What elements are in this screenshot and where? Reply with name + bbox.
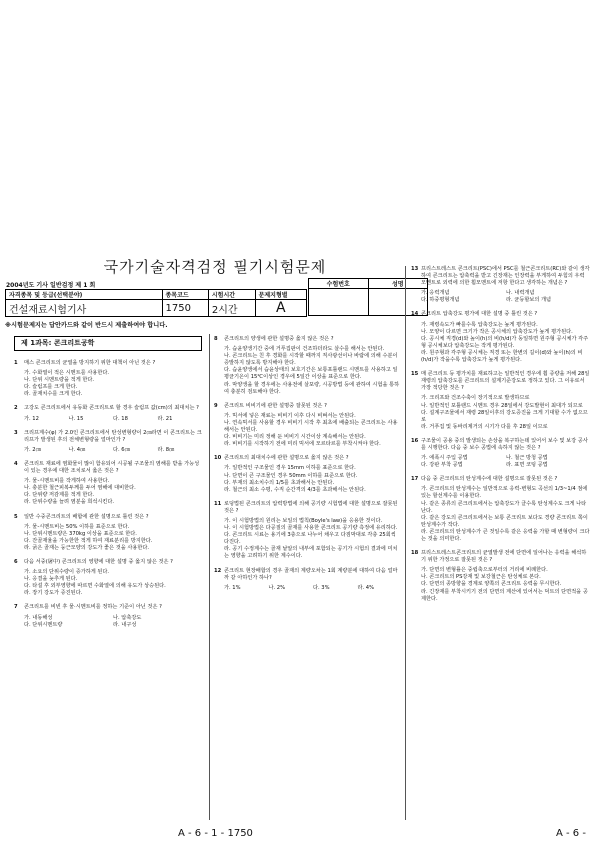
question-number: 1 — [14, 360, 18, 366]
answer-choice: 다. 타설 후 외부영향에 따르면 수화열에 의해 유도가 상승된다. — [24, 583, 166, 590]
answer-choices — [411, 486, 591, 543]
answer-choice: 나. 단위 시멘트량을 적게 한다. — [24, 377, 95, 384]
answer-choice: 가. 내동해성 — [24, 614, 53, 621]
question-stem: 콘크리트의 최대치수에 관한 설명으로 옳지 않은 것은 ? — [224, 455, 349, 462]
question-text — [214, 455, 402, 462]
answer-choice: 가. 물-시멘트비를 작게하여 사용한다. — [24, 478, 110, 485]
exam-number-field[interactable] — [309, 289, 369, 316]
question-text — [14, 360, 202, 367]
question-text — [14, 461, 202, 475]
code-value: 1750 — [162, 300, 208, 317]
exam-session: 2004년도 기사 일반검정 제 1 회 — [6, 282, 96, 289]
answer-choices — [214, 465, 402, 493]
question-column-2 — [214, 336, 402, 599]
answer-choice: 다. 콘크리트 시료는 용기에 3층으로 나누어 채우고 다짐막대로 각층 25회씩 다진다. — [224, 532, 396, 546]
question-number: 12 — [214, 567, 222, 574]
answer-choice: 라. 공기 수정계수는 골재 낱알의 내부에 포함되는 공기가 시험의 결과에 미치는 영향을 고려하기 위한 계수이다. — [224, 546, 398, 560]
answer-choice: 가. 1% — [224, 584, 241, 591]
column-divider — [405, 266, 406, 820]
question-number: 17 — [411, 476, 419, 483]
answer-choice: 나. 단위시멘트량은 370kg 이상을 표준으로 한다. — [24, 530, 137, 537]
answer-choice: 다. 설계구조물에서 재령 28일이후의 강도증진을 크게 기대할 수가 없으므로 — [421, 409, 588, 423]
question-number: 8 — [214, 336, 218, 342]
question-text — [214, 568, 402, 582]
answer-choice: 가. 단면의 변형률은 중립축으로부터의 거리에 비례한다. — [421, 567, 548, 574]
submission-notice: ※시험문제지는 답안카드와 같이 반드시 제출하여야 합니다. — [5, 322, 168, 329]
question-number: 16 — [411, 437, 419, 444]
question-6 — [14, 559, 202, 597]
field-label: 자격종목 및 등급(선택분야) — [6, 290, 163, 300]
question-number: 5 — [14, 513, 18, 520]
question-stem: 고강도 콘크리트에서 유동화 콘크리트로 할 경우 슬럼프 값(cm)의 최대치는 ? — [24, 405, 199, 412]
answer-choice: 라. 막양생을 할 경우에는 사용전에 살포량, 시공방법 등에 관하여 시험을 통하여 충분히 검토해야 한다. — [224, 381, 400, 395]
answer-choice: 다. 슬럼프를 크게 한다. — [24, 384, 78, 391]
answer-choice: 라. 콘크리트의 탄성계수가 큰 것일수록 같은 응력을 가할 때 변형량이 크다는 것을 의미한다. — [421, 528, 590, 542]
question-stem: 일반 수중콘크리트의 배합에 관한 설명으로 틀린 것은 ? — [24, 513, 149, 520]
page-title: 국가기술자격검정 필기시험문제 — [103, 258, 327, 276]
question-stem: 구조물이 공용 중의 발생되는 손상을 복구하는데 있어서 보수 및 보강 공사를 시행한다. 다음 중 보수 공법에 속하지 않는 것은 ? — [421, 437, 588, 451]
answer-choices — [14, 416, 202, 423]
question-number: 14 — [411, 311, 419, 318]
question-17 — [411, 476, 591, 543]
answer-choice: 라. 굵은 골재는 둥근모양의 강도가 좋은 것을 사용한다. — [24, 544, 150, 551]
exam-number-label: 수험번호 — [309, 279, 369, 289]
answer-choice: 가. 크리프와 건조수축이 장기적으로 발생하므로 — [421, 395, 530, 402]
question-stem: 크리프계수(φ) 가 2.0인 콘크리트에서 탄성변형량이 2㎝라면 이 콘크리트는 크리프가 발생된 후의 전체변형량을 얼마인가 ? — [24, 429, 202, 443]
question-number: 3 — [14, 429, 18, 436]
question-9 — [214, 403, 402, 449]
answer-choice: 나. 모양이 다르면 크기가 작은 공시체의 압축강도가 높게 평가된다. — [421, 328, 573, 335]
question-number: 13 — [411, 266, 419, 272]
answer-choices — [14, 478, 202, 506]
question-stem: 콘크리트 압축강도 평가에 대한 설명 중 틀린 것은 ? — [421, 311, 538, 318]
answer-choice: 가. 응력개념 — [421, 290, 450, 297]
question-text — [411, 438, 591, 452]
question-number: 7 — [14, 604, 18, 611]
answer-choice: 다. 18 — [113, 415, 128, 422]
question-2 — [14, 405, 202, 422]
question-number: 2 — [14, 405, 18, 412]
answer-choice: 나. 이 시험방법은 다공질의 골재를 사용한 콘크리트 공기량 측정에 유리하다. — [224, 525, 398, 532]
answer-choices — [411, 567, 591, 602]
answer-choice: 가. 믹서에 넣은 재료는 비비기 이후 다시 비벼서는 안된다. — [224, 412, 356, 419]
question-stem: 콘크리트 현장배합의 경우 골재의 계량오차는 1회 계량분에 대하여 다음 얼마까 같 아하인가 하나? — [224, 567, 398, 581]
answer-choice: 가. 이 시험방법의 원리는 보일의 법칙(Boyle's law)을 응용한 것이다. — [224, 517, 383, 524]
question-4 — [14, 461, 202, 507]
answer-choice: 다. 단위시멘트량 — [24, 621, 63, 628]
answer-choices — [214, 346, 402, 396]
answer-choice: 다. 3% — [313, 584, 330, 591]
question-number: 9 — [214, 402, 218, 409]
question-text — [411, 311, 591, 318]
answer-choice: 가. 2㎝ — [24, 446, 41, 453]
question-16 — [411, 438, 591, 469]
answer-choices — [14, 524, 202, 552]
answer-choices — [14, 615, 202, 629]
form-type-value: A — [255, 300, 306, 317]
answer-choice: 나. 철근 방청 공법 — [506, 455, 548, 462]
answer-choice: 나. 연속믹서를 사용할 경우 비비기 시작 후 최초에 배출되는 콘크리트는 사용해서는 안된다. — [224, 419, 398, 434]
answer-choice: 라. 단위수량을 늘려 염분을 희석시킨다. — [24, 499, 115, 506]
time-value: 2시간 — [208, 300, 255, 317]
answer-choice: 라. 균등할보의 개념 — [506, 297, 552, 304]
question-stem: 콘크리트 비비기에 관한 설명중 잘못된 것은 ? — [224, 402, 327, 409]
answer-choice: 나. 4㎝ — [68, 446, 86, 453]
question-8 — [214, 336, 402, 396]
question-stem: 다음 서중(屠中) 콘크리트의 영향에 대한 설명 중 옳지 않은 것은 ? — [24, 558, 173, 565]
answer-choice: 라. 8㎝ — [157, 446, 175, 453]
answer-choices — [411, 290, 591, 304]
answer-choice: 라. 비비기를 시작하기 전에 미리 믹서에 모르타르를 부착시켜야 한다. — [224, 441, 381, 448]
answer-choice: 나. 내력개념 — [506, 290, 535, 297]
question-column-3 — [411, 266, 591, 610]
question-14 — [411, 311, 591, 364]
question-5 — [14, 514, 202, 552]
answer-choice: 라. 거푸집 및 동바리제거의 시기가 다를 후 28일 이므로 — [421, 423, 548, 430]
answer-choice: 라. 철근의 최소 수평, 수직 순간격의 4/3를 초과해서는 안된다. — [224, 486, 366, 493]
question-text — [411, 476, 591, 483]
answer-choice: 다. 하중평형개념 — [421, 297, 460, 304]
question-text — [411, 371, 591, 392]
question-12 — [214, 568, 402, 592]
question-stem: 콘크리트를 비빈 후 물·시멘트비를 정하는 기준이 아닌 것은 ? — [24, 604, 162, 611]
answer-choice: 다. 부재의 최소치수의 1/5를 초과해서는 안된다. — [224, 479, 335, 486]
answer-choices — [214, 518, 402, 561]
code-label: 종목코드 — [162, 290, 208, 300]
question-column-1 — [14, 336, 202, 636]
answer-choice: 라. 내구성 — [113, 621, 137, 628]
question-stem: 매스 콘크리트의 균열을 방지하기 위한 대책이 아닌 것은 ? — [24, 360, 156, 366]
answer-choice: 가. 물-시멘트비는 50% 이하를 표준으로 한다. — [24, 523, 130, 530]
exam-info-table — [5, 289, 307, 317]
question-text — [411, 550, 591, 564]
question-15 — [411, 371, 591, 431]
answer-choice: 라. 원주형과 각주형 공시체는 직경 또는 한변의 길이(d)와 높이(h)의 비(h/d)가 작을수록 압축강도가 높게 평가된다. — [421, 349, 583, 364]
answer-choice: 나. 2% — [268, 584, 286, 591]
answer-choice: 가. 에폭시 주입 공법 — [421, 455, 468, 462]
question-number: 15 — [411, 371, 419, 378]
column-divider — [209, 334, 210, 820]
answer-choice: 나. 같은 종류의 콘크리트에서는 압축강도가 클수록 탄성계수도 크게 나타난다. — [421, 500, 587, 514]
question-number: 11 — [214, 500, 222, 507]
answer-choice: 가. 수화열이 적은 시멘트를 사용한다. — [24, 370, 110, 377]
question-stem: 매 콘크리트 등 평가치를 재료하고는 일반적인 경우에 휨 증량을 저해 28일 재령의 압축강도를 콘크리트의 설계기준강도로 정하고 있다. 그 이유로서 가장 적당한 것은 ? — [421, 371, 590, 392]
answer-choices — [14, 370, 202, 398]
answer-choice: 다. 잔골재율을 가능한한 적게 하여 재료분리를 방지한다. — [24, 537, 153, 544]
answer-choice: 나. 콘크리트의 PS강재 및 보강철근은 탄성체로 본다. — [421, 574, 541, 581]
question-text — [14, 430, 202, 444]
field-value: 건설재료시험기사 — [6, 300, 163, 317]
answer-choices — [411, 455, 591, 469]
question-stem: 프리스트레스트 콘크리트(PSC)에서 PSC를 철근콘크리트(RC)와 같이 생각하여 콘크리트는 압축력을 받고 긴장재는 인장력을 부게하여 두힘의 우력 모멘트로 외력에 의한 휨모멘트에 저항 한다고 생각하는 개념은 ? — [421, 266, 590, 287]
answer-choice: 라. 표면 코팅 공법 — [506, 462, 548, 469]
answer-choice: 라. 4% — [357, 584, 375, 591]
question-stem: 다음 중 콘크리트의 탄성계수에 대한 설명으로 잘못된 것은 ? — [421, 476, 558, 483]
answer-choice: 가. 재령속도가 빠를수록 압축강도는 높게 평가된다. — [421, 321, 538, 328]
question-text — [214, 403, 402, 410]
answer-choice: 라. 긴장재를 부착시키기 전의 단면의 계산에 있어서는 덕트의 단면적을 공제한다. — [421, 588, 588, 602]
page-code-right: A - 6 - — [556, 828, 586, 839]
answer-choice: 나. 응결을 늦추게 된다. — [24, 576, 78, 583]
answer-choices — [411, 322, 591, 365]
answer-choice: 다. 강판 부착 공법 — [421, 462, 463, 469]
answer-choice: 다. 같은 강도의 콘크리트에서는 보통 콘크리트 보다도 경량 콘크리트 쪽이 탄성계수가 작다. — [421, 514, 588, 528]
answer-choice: 다. 공시체 직경(d)와 높이(h)의 비(h/d)가 동일하면 원주형 공시체가 각주형 공시체보다 압축강도는 작게 평가된다. — [421, 335, 589, 349]
answer-choice: 가. 소요의 단위수량이 증가하게 된다. — [24, 569, 110, 576]
answer-choices — [214, 413, 402, 448]
page-code: A - 6 - 1 - 1750 — [178, 828, 253, 839]
answer-choice: 나. 일반적인 포틀랜드 시멘트 경우 28일에서 강도발현이 최대가 되므로 — [421, 402, 583, 409]
question-stem: 프리스트레스트콘크리트의 균열발생 전에 단면에 일어나는 응력을 해석하기 위한 가정으로 잘못된 것은 ? — [421, 550, 587, 564]
question-text — [14, 604, 202, 611]
subject-heading: 제 1과목: 콘크리트공학 — [14, 336, 202, 351]
exam-number-table — [308, 278, 428, 316]
answer-choice: 가. 콘크리트의 탄성계수는 일반적으로 응력-변형도 곡선의 1/3~1/4 점에 있는 할선계수를 이용한다. — [421, 486, 588, 500]
answer-choices — [14, 569, 202, 597]
answer-choice: 라. 장기 강도가 증진된다. — [24, 590, 83, 597]
answer-choices — [214, 585, 402, 592]
answer-choice: 라. 21 — [157, 415, 173, 422]
question-text — [14, 405, 202, 412]
question-text — [14, 514, 202, 521]
answer-choice: 나. 15 — [68, 415, 84, 422]
answer-choice: 가. 일반적인 구조물인 경우 15mm 이하를 표준으로 한다. — [224, 465, 356, 472]
answer-choices — [411, 395, 591, 430]
answer-choice: 나. 단면이 큰 구조물인 경우 50mm 이하를 표준으로 한다. — [224, 472, 358, 479]
question-10 — [214, 455, 402, 493]
name-label: 성명 — [368, 279, 428, 289]
question-13 — [411, 266, 591, 304]
answer-choice: 나. 압축강도 — [113, 614, 142, 621]
question-7 — [14, 604, 202, 628]
answer-choice: 다. 비비기는 미리 정해 둔 비비기 시간이상 계속해서는 안된다. — [224, 434, 366, 441]
question-stem: 로딩법된 콘크리트의 압력방법에 의해 공기량 시험법에 대한 설명으로 잘못된 것은 ? — [224, 500, 398, 514]
question-text — [411, 266, 591, 287]
answer-choice: 다. 단위량 저감제를 적게 한다. — [24, 492, 95, 499]
question-number: 6 — [14, 558, 18, 565]
question-11 — [214, 501, 402, 561]
question-text — [214, 501, 402, 515]
answer-choice: 다. 6㎝ — [113, 446, 130, 453]
answer-choice: 가. 12 — [24, 415, 39, 422]
answer-choice: 나. 충분한 철근피복두께를 두어 염해에 대비한다. — [24, 485, 136, 492]
question-number: 18 — [411, 550, 419, 557]
answer-choice: 나. 콘크리트는 친 후 경화를 시작할 때까지 직사광선이나 바람에 의해 수분이 증발하지 않도록 방지해야 한다. — [224, 353, 398, 367]
type-label: 문제지형별 — [255, 290, 306, 300]
question-text — [14, 559, 202, 566]
question-18 — [411, 550, 591, 603]
question-stem: 콘크리트 재료에 염화물이 많이 함유되어 시공될 구조물의 염해를 받을 가능성이 있는 경우에 대한 조치로서 옳은 것은 ? — [24, 460, 200, 475]
time-label: 시험시간 — [208, 290, 255, 300]
answer-choice: 가. 습윤양생기간 중에 거푸집판이 건조하더라도 살수를 해서는 안된다. — [224, 346, 385, 353]
question-1 — [14, 360, 202, 398]
answer-choice: 다. 습윤양생에서 습윤상태의 보호기간은 보통포틀랜드 시멘트를 사용하고 일평균기온이 15℃이상인 경우에 5일간 이상을 표준으로 한다. — [224, 367, 398, 381]
answer-choices — [14, 447, 202, 454]
question-3 — [14, 430, 202, 454]
question-number: 10 — [214, 455, 222, 462]
question-text — [214, 336, 402, 343]
answer-choice: 라. 골재치수를 크게 한다. — [24, 391, 83, 398]
question-number: 4 — [14, 460, 18, 467]
answer-choice: 다. 단면의 종방향을 경계로 양쪽의 콘크리트 응력을 무시한다. — [421, 581, 562, 588]
question-stem: 콘크리트의 양생에 관한 설명중 옳지 않은 것은 ? — [224, 336, 334, 342]
